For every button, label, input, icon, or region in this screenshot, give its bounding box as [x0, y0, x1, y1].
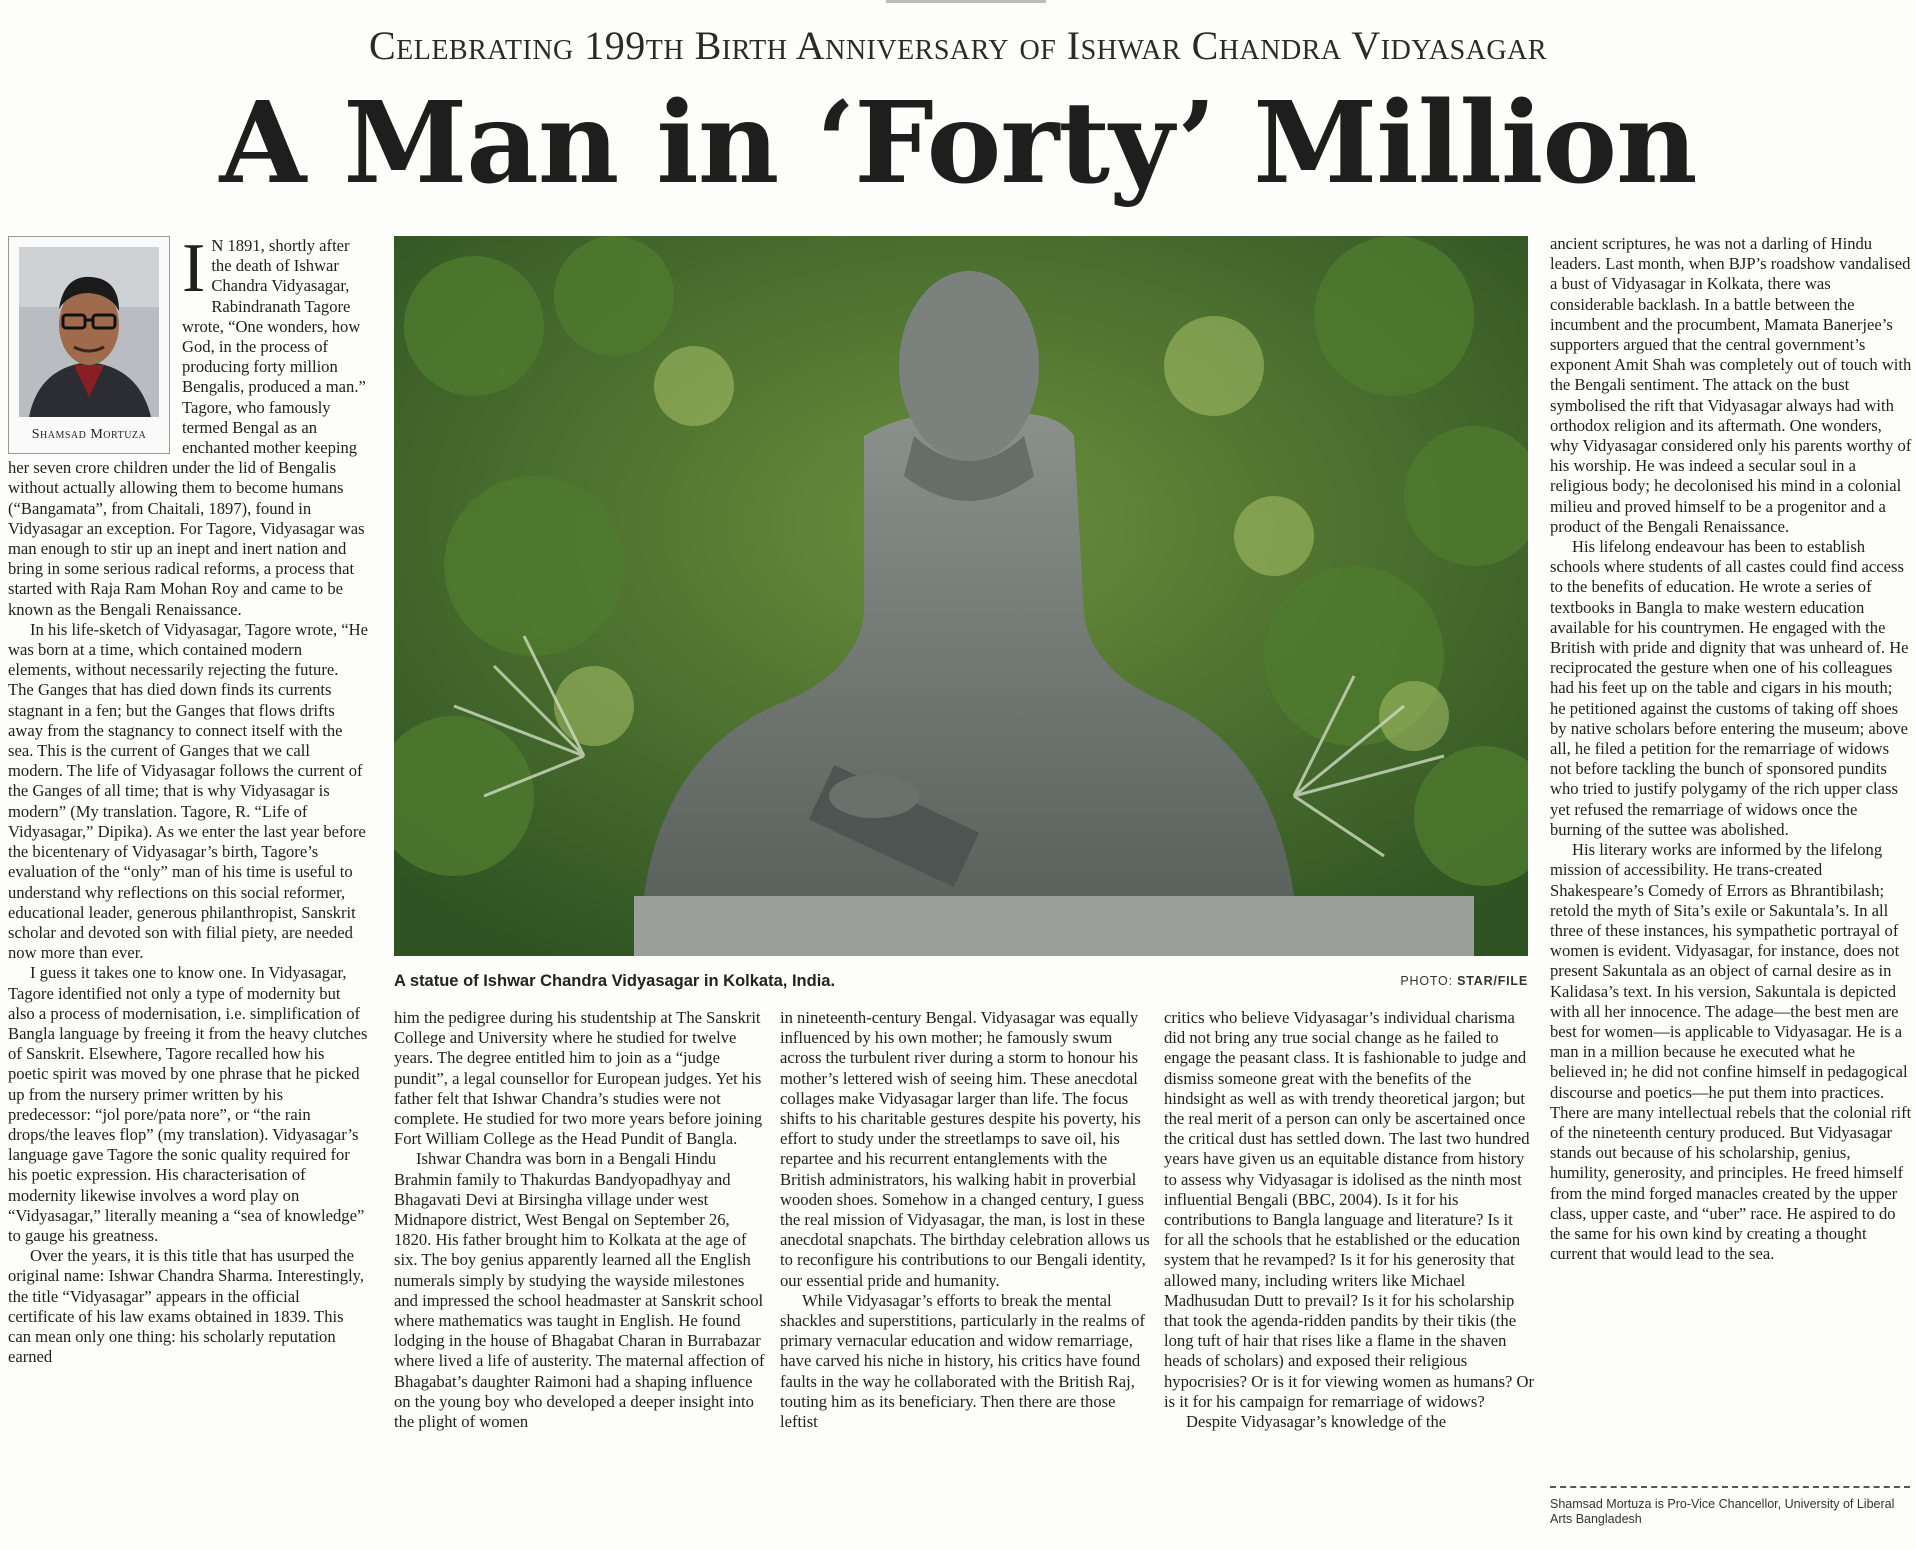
paragraph: His lifelong endeavour has been to establish schools where students of all castes could find access to the benefits of education. He wrote a series of textbooks in Bangla to make western education available for his countrymen. He engaged with the British with pride and dignity that was unheard of. He reciprocated the gesture when one of his colleagues had his feet up on the table and cigars in his mouth; he petitioned against the customs of taking off shoes by native scholars before entering the museum; above all, he filed a petition for the remarriage of widows not before tackling the bunch of sponsored pundits who tried to justify polygamy of the rich upper class yet refused the remarriage of widows once the burning of the suttee was abolished.	[1550, 537, 1909, 839]
column-5	[1550, 234, 1912, 1478]
photo-credit-prefix: PHOTO:	[1400, 974, 1458, 988]
author-footnote: Shamsad Mortuza is Pro-Vice Chancellor, University of Liberal Arts Bangladesh	[1550, 1497, 1895, 1526]
kicker: Celebrating 199th Birth Anniversary of Ishwar Chandra Vidyasagar	[368, 23, 1548, 68]
paragraph: in nineteenth-century Bengal. Vidyasagar was equally influenced by his own mother; he famously swum across the turbulent river during a storm to honour his mother’s lettered wish of seeing him. These anecdotal collages make Vidyasagar larger than life. The focus shifts to his charitable gestures despite his poverty, his effort to study under the streetlamps to save oil, his repartee and his recurrent entanglements with the British administrators, his walking habit in proverbial wooden shoes. Somehow in a changed century, I guess the real mission of Vidyasagar, the man, is lost in these anecdotal snapchats. The birthday celebration allows us to reconfigure his contributions to our Bengali identity, our essential pride and humanity.	[780, 1008, 1150, 1290]
dropcap: I	[182, 236, 206, 307]
column-2	[394, 1008, 766, 1538]
paragraph: His literary works are informed by the lifelong mission of accessibility. He trans-created Shakespeare’s Comedy of Errors as Bhrantibilash; retold the myth of Sita’s exile or Sakuntala’s. In all three of these instances, his sympathetic portrayal of women is evident. Vidyasagar, for instance, does not present Sakuntala as an object of carnal desire as in Kalidasa’s text. In his version, Sakuntala is depicted with all her innocence. The adage—the best men are best for women—is applicable to Vidyasagar. He is a man in a million because he executed what he believed in; he did not confine himself in pedagogical discourse and poetics—he put them into practices. There are many intellectual rebels that the colonial rift of the nineteenth century produced. But Vidyasagar stands out because of his scholarship, genius, humility, generosity, and principles. He freed himself from the mind forged manacles created by the upper class, upper caste, and “uber” race. He aspired to do the same for his own kind by creating a thought current that would lead to the sea.	[1550, 840, 1912, 1264]
top-rule	[886, 0, 1046, 3]
footnote-divider	[1550, 1486, 1910, 1488]
paragraph: N 1891, shortly after the death of Ishwar Chandra Vidyasagar, Rabindranath Tagore wrote, “One wonders, how God, in the process of producing forty million Bengalis, produced a man.” Tagore, who famously termed Bengal as an enchanted mother keeping her seven crore children under the lid of Bengalis without actually allowing them to become humans (“Bangamata”, from Chaitali, 1897), found in Vidyasagar an exception. For Tagore, Vidyasagar was man enough to stir up an inept and inert nation and bring in some serious radical reforms, a process that started with Raja Ram Mohan Roy and came to be known as the Bengali Renaissance.	[8, 236, 366, 619]
photo-credit	[1400, 974, 1528, 988]
paragraph: I guess it takes one to know one. In Vidyasagar, Tagore identified not only a type of modernity but also a process of modernisation, i.e. simplification of Bangla language by freeing it from the heavy clutches of Sanskrit. Elsewhere, Tagore recalled how his poetic spirit was moved by one phrase that he picked up from the nursery primer written by his predecessor: “jol pore/pata nore”, or “the rain drops/the leaves flop” (my translation). Vidyasagar’s language gave Tagore the sonic quality required for his poetic expression. His characterisation of modernity likewise involves a word play on “Vidyasagar,” literally meaning a “sea of knowledge” to gauge his greatness.	[8, 963, 368, 1245]
column-4	[1164, 1008, 1536, 1538]
paragraph: critics who believe Vidyasagar’s individual charisma did not bring any true social change as he failed to engage the peasant class. It is fashionable to judge and dismiss someone great with the benefits of the hindsight as well as with trendy theoretical jargon; but the real merit of a person can only be ascertained once the critical dust has settled down. The last two hundred years have given us an equitable distance from history to assess why Vidyasagar is idolised as the ninth most influential Bengali (BBC, 2004). Is it for his contributions to Bangla language and literature? Is it for all the schools that he established or the education system that he revamped? Is it for his generosity that allowed many, including writers like Michael Madhusudan Dutt to prevail? Is it for his scholarship that took the agenda-ridden pandits by their tikis (the long tuft of hair that rises like a flame in the shaven heads of scholars) and exposed their religious hypocrisies? Or is it for viewing women as humans? Or is it for his campaign for remarriage of widows?	[1164, 1008, 1535, 1411]
paragraph: Ishwar Chandra was born in a Bengali Hindu Brahmin family to Thakurdas Bandyopadhyay and Bhagavati Devi at Birsingha village under west Midnapore district, West Bengal on September 26, 1820. His father brought him to Kolkata at the age of six. The boy genius apparently learned all the English numerals simply by studying the wayside milestones and impressed the school headmaster at Sanskrit school where mathematics was taught in English. He found lodging in the house of Bhagabat Charan in Burrabazar where lived a life of austerity. The maternal affection of Bhagabat’s daughter Raimoni had a shaping influence on the young boy who developed a deeper insight into the plight of women	[394, 1149, 765, 1432]
column-3	[780, 1008, 1152, 1538]
paragraph: him the pedigree during his studentship at The Sanskrit College and University where he studied for twelve years. The degree entitled him to join as a “judge pundit”, a legal counsellor for European judges. Yet his father felt that Ishwar Chandra’s studies were not complete. He studied for two more years before joining Fort William College as the Head Pundit of Bangla.	[394, 1008, 763, 1149]
author-photo	[19, 247, 159, 417]
paragraph: ancient scriptures, he was not a darling of Hindu leaders. Last month, when BJP’s roadshow vandalised a bust of Vidyasagar in Kolkata, there was considerable backlash. In a battle between the incumbent and the procumbent, Mamata Banerjee’s supporters argued that the central government’s exponent Amit Shah was completely out of touch with the Bengali sentiment. The attack on the bust symbolised the rift that Vidyasagar always had with orthodox religion and its aftermath. One wonders, why Vidyasagar considered only his parents worthy of his worship. He was indeed a secular soul in a religious body; he decolonised his mind in a colonial milieu and proved himself to be a progenitor and a product of the Bengali Renaissance.	[1550, 234, 1912, 536]
statue-photo	[394, 236, 1528, 956]
headline: A Man in ‘Forty’ Million	[219, 78, 1697, 209]
photo-caption: A statue of Ishwar Chandra Vidyasagar in Kolkata, India.	[394, 972, 836, 990]
paragraph: In his life-sketch of Vidyasagar, Tagore wrote, “He was born at a time, which contained modern elements, without necessarily rejecting the future. The Ganges that has died down finds its currents stagnant in a fen; but the Ganges that flows drifts away from the stagnancy to connect itself with the sea. This is the current of Ganges that we call modern. The life of Vidyasagar follows the current of the Ganges of all time; that is why Vidyasagar is modern” (My translation. Tagore, R. “Life of Vidyasagar,” Dipika). As we enter the last year before the bicentenary of Vidyasagar’s birth, Tagore’s evaluation of the “only” man of his time is useful to understand why reflections on this social reformer, educational leader, generous philanthropist, Sanskrit scholar and devoted son with filial piety, are needed now more than ever.	[8, 619, 368, 963]
author-box	[8, 236, 170, 454]
photo-credit-source: STAR/FILE	[1457, 974, 1528, 988]
paragraph: While Vidyasagar’s efforts to break the mental shackles and superstitions, particularly in the realms of primary vernacular education and widow remarriage, have carved his niche in history, his critics have found faults in the way he collaborated with the British Raj, touting him as its beneficiary. Then there are those leftist	[780, 1290, 1145, 1432]
paragraph: Over the years, it is this title that has usurped the original name: Ishwar Chandra Sharma. Interestingly, the title “Vidyasagar” appears in the official certificate of his law exams obtained in 1839. This can mean only one thing: his scholarly reputation earned	[8, 1246, 365, 1367]
author-name: Shamsad Mortuza	[31, 427, 147, 442]
paragraph: Despite Vidyasagar’s knowledge of the	[1186, 1412, 1447, 1432]
column-1	[8, 236, 368, 1538]
